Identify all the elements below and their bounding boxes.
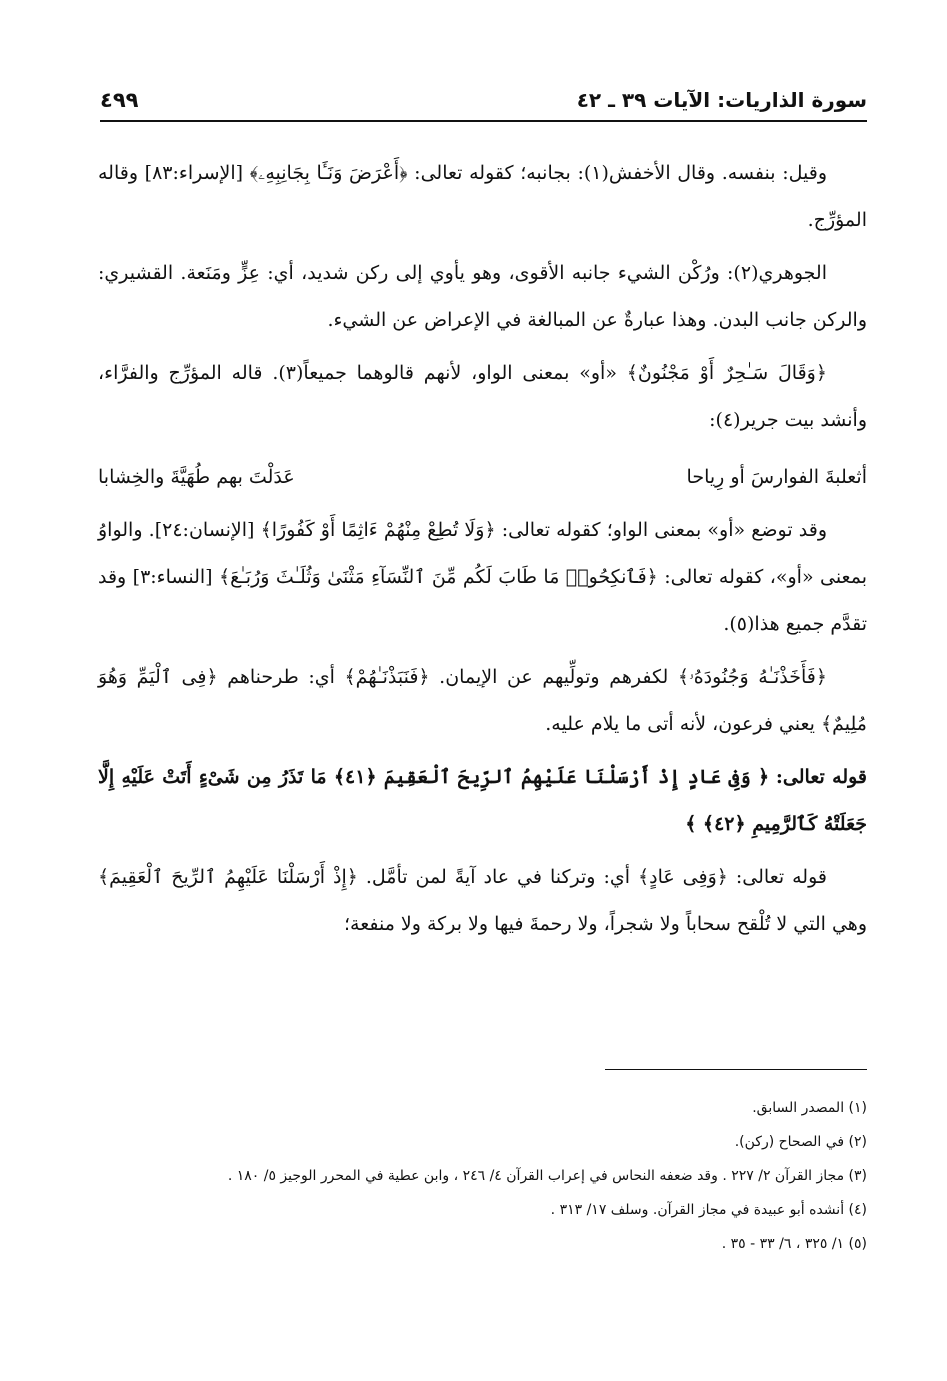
quran-heading (98, 754, 867, 848)
page-number: ٤٩٩ (100, 88, 139, 112)
footnote: (٤) أنشده أبو عبيدة في مجاز القرآن. وسلف ١٧/ ٣١٣ . (550, 1202, 867, 1218)
paragraph: الجوهري(٢): ورُكْن الشيء جانبه الأقوى، وهو يأوي إلى ركن شديد، أي: عِزٍّ ومَنَعة. القشيري: والركن جانب البدن. وهذا عبارةٌ عن المبالغة في الإعراض عن الشيء. (98, 262, 867, 331)
paragraph: وقد توضع «أو» بمعنى الواو؛ كقوله تعالى: ﴿وَلَا تُطِعْ مِنْهُمْ ءَاثِمًا أَوْ كَفُورًا﴾ [الإنسان:٢٤]. والواوُ بمعنى «أو»، كقوله تعالى: ﴿فَٱنكِحُوا۟ مَا طَابَ لَكُم مِّنَ ٱلنِّسَآءِ مَثْنَىٰ وَثُلَـٰثَ وَرُبَـٰعَ﴾ [النساء:٣] وقد تقدَّم جميع هذا(٥). (98, 519, 867, 635)
footnote: (٣) مجاز القرآن ٢/ ٢٢٧ . وقد ضعفه النحاس في إعراب القرآن ٤/ ٢٤٦ ، وابن عطية في المحرر الوجيز ٥/ ١٨٠ . (227, 1168, 867, 1184)
footnote-separator (605, 1069, 867, 1070)
poetry-verse (98, 454, 867, 501)
footnotes (98, 1094, 867, 1264)
paragraph: ﴿وَقَالَ سَـٰحِرٌ أَوْ مَجْنُونٌ﴾ «أو» بمعنى الواو، لأنهم قالوهما جميعاً(٣). قاله المؤرِّج والفرَّاء، وأنشد بيت جرير(٤): (98, 362, 867, 431)
footnote: (٥) ١/ ٣٢٥ ، ٦/ ٣٣ - ٣٥ . (721, 1236, 867, 1252)
paragraph: وقيل: بنفسه. وقال الأخفش(١): بجانبه؛ كقوله تعالى: ﴿أَعْرَضَ وَنَـَٔا بِجَانِبِهِۦ﴾ [الإسراء:٨٣] وقاله المؤرِّج. (98, 162, 867, 231)
running-header (100, 80, 867, 122)
verse-second-hemistich: عَدَلْتَ بهم طُهَيَّةَ والخِشابا (98, 466, 295, 488)
quran-heading-label: قوله تعالى: (775, 766, 868, 788)
footnote: (١) المصدر السابق. (752, 1100, 867, 1116)
paragraph: قوله تعالى: ﴿وَفِى عَادٍ﴾ أي: وتركنا في عاد آيةً لمن تأمَّل. ﴿إِذْ أَرْسَلْنَا عَلَيْهِمُ ٱلرِّيحَ ٱلْعَقِيمَ﴾ وهي التي لا تُلْقح سحاباً ولا شجراً، ولا رحمةَ فيها ولا بركة ولا منفعة؛ (98, 866, 867, 935)
main-text (98, 150, 867, 954)
footnote: (٢) في الصحاح (ركن). (734, 1134, 867, 1150)
paragraph: ﴿فَأَخَذْنَـٰهُ وَجُنُودَهُۥ﴾ لكفرهم وتولِّيهم عن الإيمان. ﴿فَنَبَذْنَـٰهُمْ﴾ أي: طرحناهم ﴿فِى ٱلْيَمِّ وَهُوَ مُلِيمٌ﴾ يعني فرعون، لأنه أتى ما يلام عليه. (98, 666, 867, 735)
quran-heading-text: ﴿ وَفِى عَادٍ إِذْ أَرْسَلْنَا عَلَيْهِمُ ٱلرِّيحَ ٱلْعَقِيمَ ﴿٤١﴾ مَا تَذَرُ مِن شَىْءٍ أَتَتْ عَلَيْهِ إِلَّا جَعَلَتْهُ كَٱلرَّمِيمِ ﴿٤٢﴾ ﴾ (98, 766, 867, 835)
surah-title: سورة الذاريات: الآيات ٣٩ ـ ٤٢ (576, 88, 867, 112)
verse-first-hemistich: أثعلبةَ الفوارسَ أو رِياحا (686, 466, 867, 488)
